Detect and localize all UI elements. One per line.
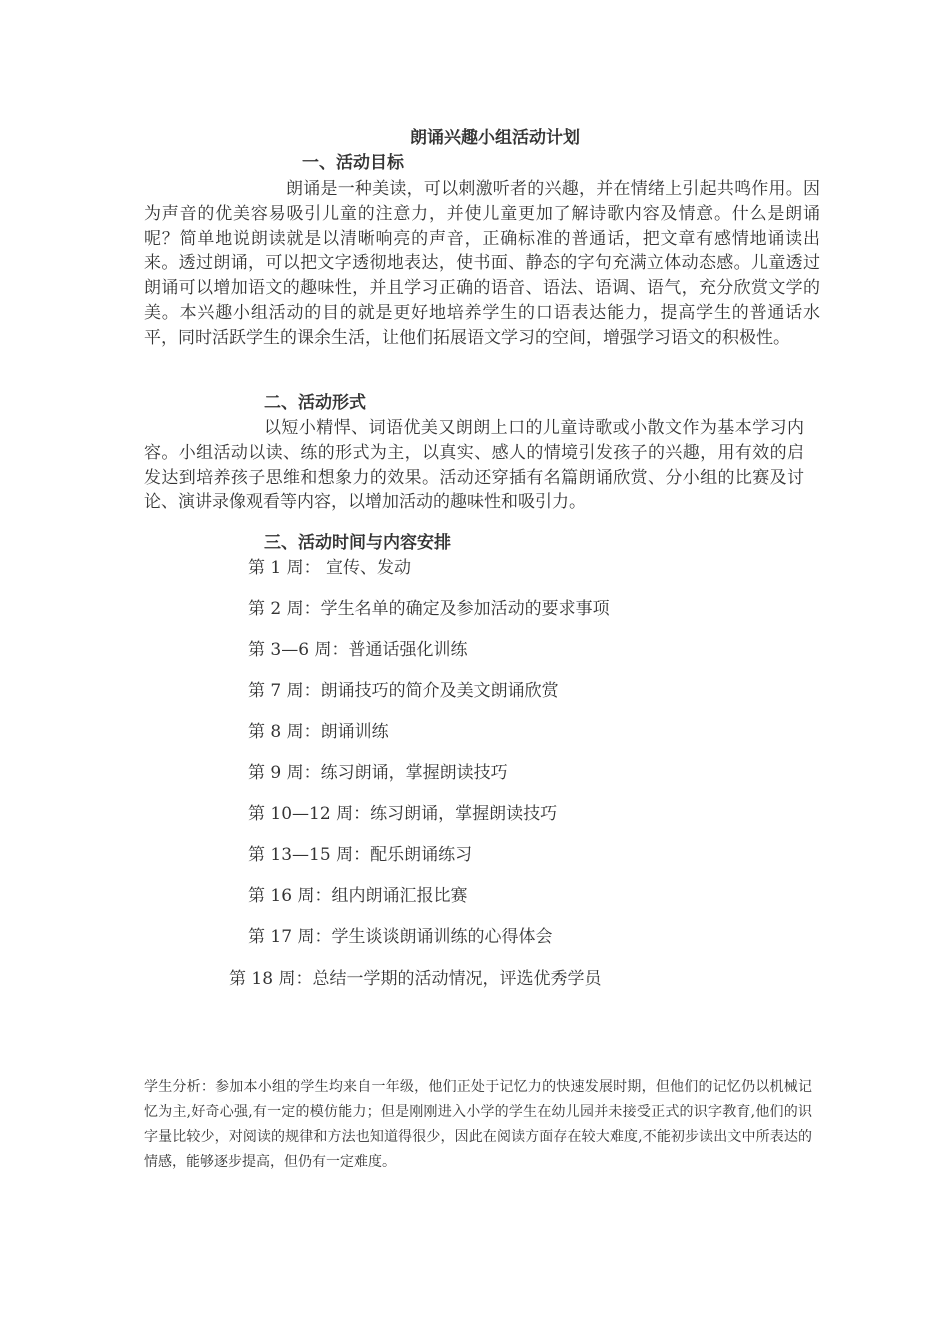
schedule-item: 第 10—12 周：练习朗诵，掌握朗读技巧 — [248, 804, 558, 824]
schedule-item: 第 8 周：朗诵训练 — [248, 722, 389, 742]
schedule-item: 第 9 周：练习朗诵，掌握朗读技巧 — [248, 763, 508, 783]
schedule-item: 第 3—6 周：普通话强化训练 — [248, 640, 468, 660]
section-heading-format: 二、活动形式 — [264, 393, 366, 413]
schedule-item-final: 第 18 周：总结一学期的活动情况，评选优秀学员 — [229, 969, 602, 989]
student-analysis: 学生分析：参加本小组的学生均来自一年级，他们正处于记忆力的快速发展时期，但他们的记忆仍以机械记忆为主,好奇心强,有一定的模仿能力；但是刚刚进入小学的学生在幼儿园并未接受正式的识字教育,他们的识字量比较少，对阅读的规律和方法也知道得很少，因此在阅读方面存在较大难度,不能初步读出文中所表达的情感，能够逐步提高，但仍有一定难度。 — [144, 1079, 812, 1170]
section-body-format: 以短小精悍、词语优美又朗朗上口的儿童诗歌或小散文作为基本学习内容。小组活动以读、练的形式为主，以真实、感人的情境引发孩子的兴趣，用有效的启发达到培养孩子思维和想象力的效果。活动还穿插有名篇朗诵欣赏、分小组的比赛及讨论、演讲录像观看等内容，以增加活动的趣味性和吸引力。 — [144, 418, 804, 513]
schedule-item: 第 17 周：学生谈谈朗诵训练的心得体会 — [248, 927, 553, 947]
document-title: 朗诵兴趣小组活动计划 — [410, 128, 580, 148]
schedule-list — [248, 556, 610, 966]
schedule-item: 第 13—15 周：配乐朗诵练习 — [248, 845, 473, 865]
schedule-item: 第 16 周：组内朗诵汇报比赛 — [248, 886, 468, 906]
section-heading-schedule: 三、活动时间与内容安排 — [264, 533, 451, 553]
schedule-item: 第 1 周： 宣传、发动 — [248, 558, 412, 578]
schedule-item: 第 7 周：朗诵技巧的简介及美文朗诵欣赏 — [248, 681, 559, 701]
schedule-item: 第 2 周：学生名单的确定及参加活动的要求事项 — [248, 599, 610, 619]
section-body-goals: 朗诵是一种美读，可以刺激听者的兴趣，并在情绪上引起共鸣作用。因为声音的优美容易吸引儿童的注意力，并使儿童更加了解诗歌内容及情意。什么是朗诵呢？简单地说朗读就是以清晰响亮的声音，正确标准的普通话，把文章有感情地诵读出来。透过朗诵，可以把文字透彻地表达，使书面、静态的字句充满立体动态感。儿童透过朗诵可以增加语文的趣味性，并且学习正确的语音、语法、语调、语气，充分欣赏文学的美。本兴趣小组活动的目的就是更好地培养学生的口语表达能力，提高学生的普通话水平，同时活跃学生的课余生活，让他们拓展语文学习的空间，增强学习语文的积极性。 — [144, 179, 820, 348]
section-heading-goals: 一、活动目标 — [302, 153, 404, 173]
